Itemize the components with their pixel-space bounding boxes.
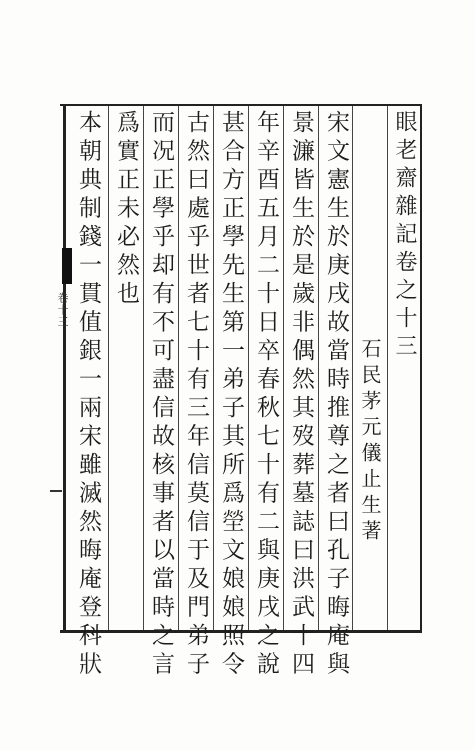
column-divider: [352, 106, 353, 630]
text-column: 景濂皆生於是歲非偶然其歿葬墓誌曰洪武十四: [288, 110, 314, 680]
column-divider: [318, 106, 319, 630]
chapter-title: 眼老齋雜記卷之十三: [392, 110, 417, 362]
column-divider: [108, 106, 109, 630]
fish-tail-mark: [62, 248, 72, 284]
column-divider: [213, 106, 214, 630]
text-column: 宋文憲生於庚戌故當時推尊之者曰孔子晦庵與: [323, 110, 349, 680]
column-divider: [178, 106, 179, 630]
text-column: 而况正學乎却有不可盡信故核事者以當時之言: [148, 110, 174, 680]
text-column: 年辛酉五月二十日卒春秋七十有二與庚戌之說: [253, 110, 279, 680]
column-divider: [248, 106, 249, 630]
right-frame-line: [420, 104, 422, 632]
column-divider: [283, 106, 284, 630]
text-column: 古然曰處乎世者七十有三年信莫信于及門弟子: [183, 110, 209, 680]
left-frame-line: [63, 104, 66, 632]
column-divider: [143, 106, 144, 630]
margin-label: 卷十三: [56, 292, 69, 328]
margin-tick: [50, 490, 62, 492]
text-column: 本朝典制錢一貫值銀一兩宋雖滅然晦庵登科狀: [75, 110, 101, 680]
text-column: 甚合方正學先生第一弟子其所爲塋文娘娘照令: [218, 110, 244, 680]
top-border-line: [60, 104, 422, 106]
author-line: 石民茅元儀止生著: [358, 338, 382, 546]
text-column: 爲實正未必然也: [113, 110, 139, 310]
